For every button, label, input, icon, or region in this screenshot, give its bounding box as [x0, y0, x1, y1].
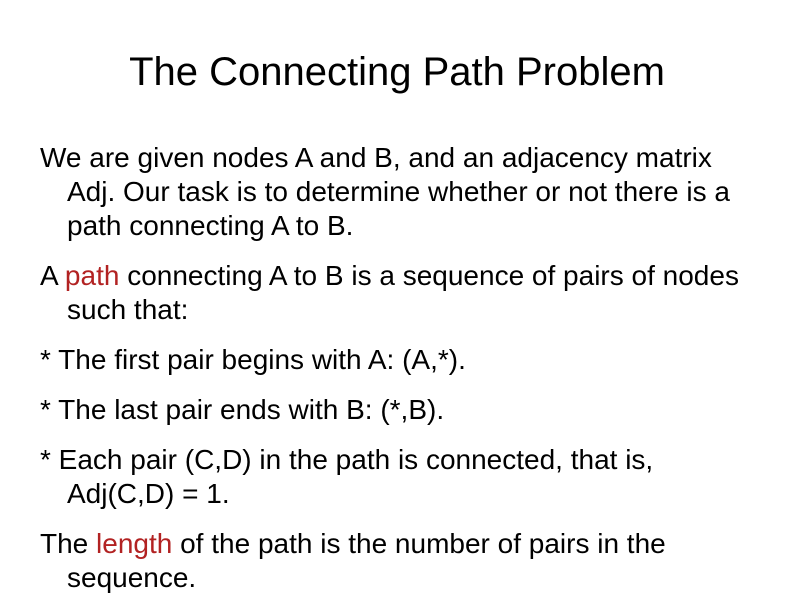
text-segment: connecting A to B is a sequence of pairs of nodes such that:: [67, 260, 739, 325]
highlighted-term-path: path: [64, 260, 120, 291]
highlighted-term-length: length: [96, 528, 173, 559]
bullet-first-pair: * The first pair begins with A: (A,*).: [40, 344, 466, 375]
paragraph-length-definition: [40, 527, 760, 595]
slide-body: [40, 141, 760, 595]
paragraph-problem-statement: We are given nodes A and B, and an adjacency matrix Adj. Our task is to determine whether or not there is a path connecting A to B.: [40, 142, 730, 241]
text-segment: A: [40, 260, 65, 291]
bullet-last-pair: * The last pair ends with B: (*,B).: [40, 394, 445, 425]
paragraph-path-definition: [40, 259, 760, 327]
slide-title: The Connecting Path Problem: [129, 50, 665, 94]
text-segment: The: [40, 528, 97, 559]
bullet-connected-pairs: * Each pair (C,D) in the path is connected, that is, Adj(C,D) = 1.: [40, 444, 654, 509]
text-segment: of the path is the number of pairs in the sequence.: [67, 528, 666, 593]
